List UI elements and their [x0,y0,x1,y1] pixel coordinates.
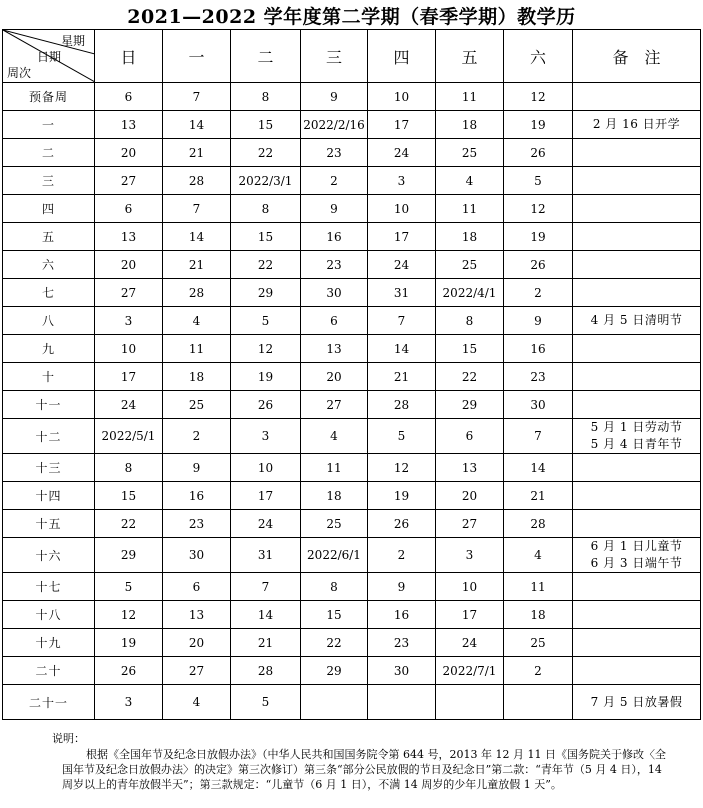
date-cell: 2 [504,279,573,307]
date-cell: 14 [504,454,573,482]
date-cell: 20 [95,251,163,279]
date-cell: 12 [368,454,436,482]
date-cell: 9 [301,83,368,111]
date-cell: 26 [231,391,301,419]
notes-cell [573,335,701,363]
date-cell: 3 [95,685,163,720]
week-row [3,601,701,629]
week-label: 二 [3,139,95,167]
explanation-label: 说明： [52,732,85,745]
date-cell: 10 [95,335,163,363]
date-cell: 8 [231,195,301,223]
day-header-fri: 五 [436,30,504,83]
date-cell: 2022/2/16 [301,111,368,139]
date-cell: 31 [368,279,436,307]
notes-cell [573,685,701,720]
date-cell [368,685,436,720]
notes-cell [573,482,701,510]
week-row [3,573,701,601]
explanation-text: 根据《全国年节及纪念日放假办法》（中华人民共和国国务院令第 644 号，2013 年 12 月 11 日《国务院关于修改〈全国年节及纪念日放假办法〉的决定》第三次修订）第三条“部分公民放假的节日及纪念日”第二款：“青年节（5 月 4 日），14 周岁以上的青年放假半天”；第三款规定：“儿童节（6 月 1 日），不满 14 周岁的少年儿童放假 1 天”。 [62,748,666,791]
date-cell: 18 [436,111,504,139]
date-cell: 27 [436,510,504,538]
date-cell: 8 [95,454,163,482]
week-row [3,510,701,538]
notes-cell [573,139,701,167]
week-label: 预备周 [3,83,95,111]
week-row [3,111,701,139]
date-cell: 24 [95,391,163,419]
date-cell: 2022/3/1 [231,167,301,195]
date-cell: 5 [231,307,301,335]
day-header-wed: 三 [301,30,368,83]
week-label: 十八 [3,601,95,629]
date-cell: 24 [368,251,436,279]
date-cell: 26 [368,510,436,538]
week-row [3,139,701,167]
date-cell: 9 [163,454,231,482]
date-cell: 12 [231,335,301,363]
date-cell: 20 [436,482,504,510]
notes-cell [573,279,701,307]
date-cell: 24 [368,139,436,167]
week-row [3,685,701,720]
date-cell: 13 [436,454,504,482]
notes-cell [573,601,701,629]
date-cell: 10 [368,195,436,223]
date-cell: 29 [301,657,368,685]
note-line: 6 月 3 日端午节 [590,556,683,570]
date-cell: 13 [95,223,163,251]
date-cell: 27 [95,279,163,307]
week-label: 十一 [3,391,95,419]
date-cell: 26 [504,139,573,167]
date-cell: 20 [95,139,163,167]
date-cell: 30 [504,391,573,419]
week-row [3,279,701,307]
date-cell: 8 [301,573,368,601]
notes-cell [573,167,701,195]
date-cell: 6 [436,419,504,454]
date-cell: 21 [368,363,436,391]
date-cell: 28 [231,657,301,685]
week-row [3,629,701,657]
week-row [3,454,701,482]
date-cell: 13 [301,335,368,363]
date-cell: 11 [301,454,368,482]
date-cell: 17 [368,223,436,251]
date-cell: 22 [231,251,301,279]
notes-cell [573,251,701,279]
date-cell: 5 [368,419,436,454]
date-cell: 31 [231,538,301,573]
date-cell: 2 [301,167,368,195]
week-label: 十四 [3,482,95,510]
date-cell: 16 [163,482,231,510]
week-label: 十九 [3,629,95,657]
week-row [3,391,701,419]
date-cell: 19 [95,629,163,657]
date-cell: 24 [231,510,301,538]
date-cell: 9 [301,195,368,223]
date-cell: 28 [163,167,231,195]
date-cell: 2022/7/1 [436,657,504,685]
corner-weekday-label: 星期 [61,34,86,48]
date-cell: 25 [436,251,504,279]
notes-cell [573,111,701,139]
notes-cell [573,657,701,685]
notes-cell [573,454,701,482]
notes-cell [573,538,701,573]
date-cell: 23 [301,139,368,167]
date-cell: 26 [95,657,163,685]
week-label: 六 [3,251,95,279]
date-cell: 19 [504,111,573,139]
date-cell: 25 [163,391,231,419]
week-row [3,223,701,251]
week-label: 三 [3,167,95,195]
date-cell: 7 [163,83,231,111]
date-cell: 14 [163,111,231,139]
date-cell: 19 [231,363,301,391]
date-cell: 17 [231,482,301,510]
notes-cell [573,573,701,601]
week-row [3,419,701,454]
day-header-sun: 日 [95,30,163,83]
date-cell: 6 [163,573,231,601]
date-cell: 20 [163,629,231,657]
date-cell: 15 [231,223,301,251]
date-cell: 7 [163,195,231,223]
date-cell: 17 [95,363,163,391]
week-label: 一 [3,111,95,139]
date-cell: 8 [436,307,504,335]
date-cell: 5 [504,167,573,195]
date-cell: 10 [436,573,504,601]
date-cell: 27 [163,657,231,685]
week-label: 二十一 [3,685,95,720]
date-cell [504,685,573,720]
note-line: 5 月 1 日劳动节 [590,420,683,434]
date-cell: 28 [368,391,436,419]
date-cell: 16 [504,335,573,363]
date-cell: 2 [504,657,573,685]
date-cell: 11 [163,335,231,363]
date-cell: 7 [231,573,301,601]
week-label: 十七 [3,573,95,601]
date-cell: 22 [231,139,301,167]
week-row [3,83,701,111]
date-cell: 22 [301,629,368,657]
page-title: 2021—2022 学年度第二学期（春季学期）教学历 [127,6,576,28]
week-row [3,195,701,223]
calendar-table [2,29,701,720]
date-cell: 6 [95,83,163,111]
date-cell: 2022/5/1 [95,419,163,454]
date-cell: 2022/6/1 [301,538,368,573]
date-cell: 30 [301,279,368,307]
date-cell: 29 [436,391,504,419]
date-cell: 4 [301,419,368,454]
note-line: 5 月 4 日青年节 [590,437,683,451]
date-cell: 22 [95,510,163,538]
date-cell: 5 [95,573,163,601]
date-cell: 6 [301,307,368,335]
date-cell: 4 [163,685,231,720]
date-cell: 6 [95,195,163,223]
notes-cell [573,195,701,223]
date-cell: 16 [368,601,436,629]
date-cell: 17 [368,111,436,139]
date-cell: 2 [163,419,231,454]
week-label: 七 [3,279,95,307]
week-label: 二十 [3,657,95,685]
date-cell: 11 [436,83,504,111]
day-header-mon: 一 [163,30,231,83]
date-cell: 22 [436,363,504,391]
date-cell: 12 [95,601,163,629]
date-cell: 19 [504,223,573,251]
date-cell: 29 [231,279,301,307]
week-row [3,482,701,510]
date-cell: 3 [231,419,301,454]
date-cell: 30 [368,657,436,685]
week-row [3,363,701,391]
date-cell: 12 [504,195,573,223]
corner-date-label: 日期 [37,50,62,64]
corner-header-cell [3,30,95,83]
date-cell: 18 [301,482,368,510]
week-label: 八 [3,307,95,335]
date-cell: 21 [163,251,231,279]
date-cell [301,685,368,720]
date-cell: 15 [95,482,163,510]
week-row [3,538,701,573]
date-cell: 2 [368,538,436,573]
date-cell: 10 [231,454,301,482]
week-label: 十二 [3,419,95,454]
week-label: 十三 [3,454,95,482]
date-cell: 4 [436,167,504,195]
date-cell: 18 [163,363,231,391]
date-cell: 25 [301,510,368,538]
date-cell: 23 [504,363,573,391]
week-label: 四 [3,195,95,223]
date-cell: 18 [436,223,504,251]
day-header-sat: 六 [504,30,573,83]
date-cell: 13 [95,111,163,139]
date-cell: 3 [436,538,504,573]
notes-cell [573,510,701,538]
date-cell: 9 [368,573,436,601]
date-cell: 21 [163,139,231,167]
week-label: 十 [3,363,95,391]
note-line: 6 月 1 日儿童节 [590,539,683,553]
date-cell: 11 [436,195,504,223]
date-cell: 25 [436,139,504,167]
notes-cell [573,391,701,419]
date-cell: 7 [504,419,573,454]
day-header-tue: 二 [231,30,301,83]
notes-header: 备 注 [573,30,701,83]
date-cell: 15 [301,601,368,629]
date-cell: 26 [504,251,573,279]
date-cell: 11 [504,573,573,601]
date-cell: 2022/4/1 [436,279,504,307]
date-cell: 13 [163,601,231,629]
date-cell: 7 [368,307,436,335]
day-header-thu: 四 [368,30,436,83]
date-cell: 14 [163,223,231,251]
date-cell: 20 [301,363,368,391]
date-cell: 15 [436,335,504,363]
date-cell: 21 [231,629,301,657]
date-cell: 27 [301,391,368,419]
date-cell: 4 [504,538,573,573]
date-cell: 29 [95,538,163,573]
week-row [3,657,701,685]
date-cell: 23 [368,629,436,657]
corner-week-label: 周次 [7,66,32,80]
date-cell: 8 [231,83,301,111]
week-label: 十五 [3,510,95,538]
date-cell: 3 [95,307,163,335]
week-label: 五 [3,223,95,251]
notes-cell [573,629,701,657]
date-cell: 27 [95,167,163,195]
note-line: 4 月 5 日清明节 [590,313,683,327]
date-cell: 30 [163,538,231,573]
note-line: 2 月 16 日开学 [592,117,681,131]
week-label: 十六 [3,538,95,573]
notes-cell [573,307,701,335]
notes-cell [573,83,701,111]
date-cell: 17 [436,601,504,629]
date-cell: 24 [436,629,504,657]
date-cell: 23 [301,251,368,279]
date-cell: 28 [504,510,573,538]
date-cell: 10 [368,83,436,111]
date-cell: 21 [504,482,573,510]
date-cell: 25 [504,629,573,657]
date-cell: 12 [504,83,573,111]
date-cell: 23 [163,510,231,538]
notes-cell [573,223,701,251]
week-label: 九 [3,335,95,363]
date-cell: 18 [504,601,573,629]
date-cell: 14 [231,601,301,629]
note-line: 7 月 5 日放暑假 [590,694,683,709]
date-cell: 9 [504,307,573,335]
week-row [3,167,701,195]
date-cell: 15 [231,111,301,139]
notes-cell [573,419,701,454]
week-row [3,335,701,363]
date-cell: 4 [163,307,231,335]
date-cell: 5 [231,685,301,720]
header-row [3,30,701,83]
notes-cell [573,363,701,391]
date-cell: 14 [368,335,436,363]
date-cell: 16 [301,223,368,251]
week-row [3,251,701,279]
date-cell [436,685,504,720]
week-row [3,307,701,335]
date-cell: 28 [163,279,231,307]
date-cell: 19 [368,482,436,510]
date-cell: 3 [368,167,436,195]
